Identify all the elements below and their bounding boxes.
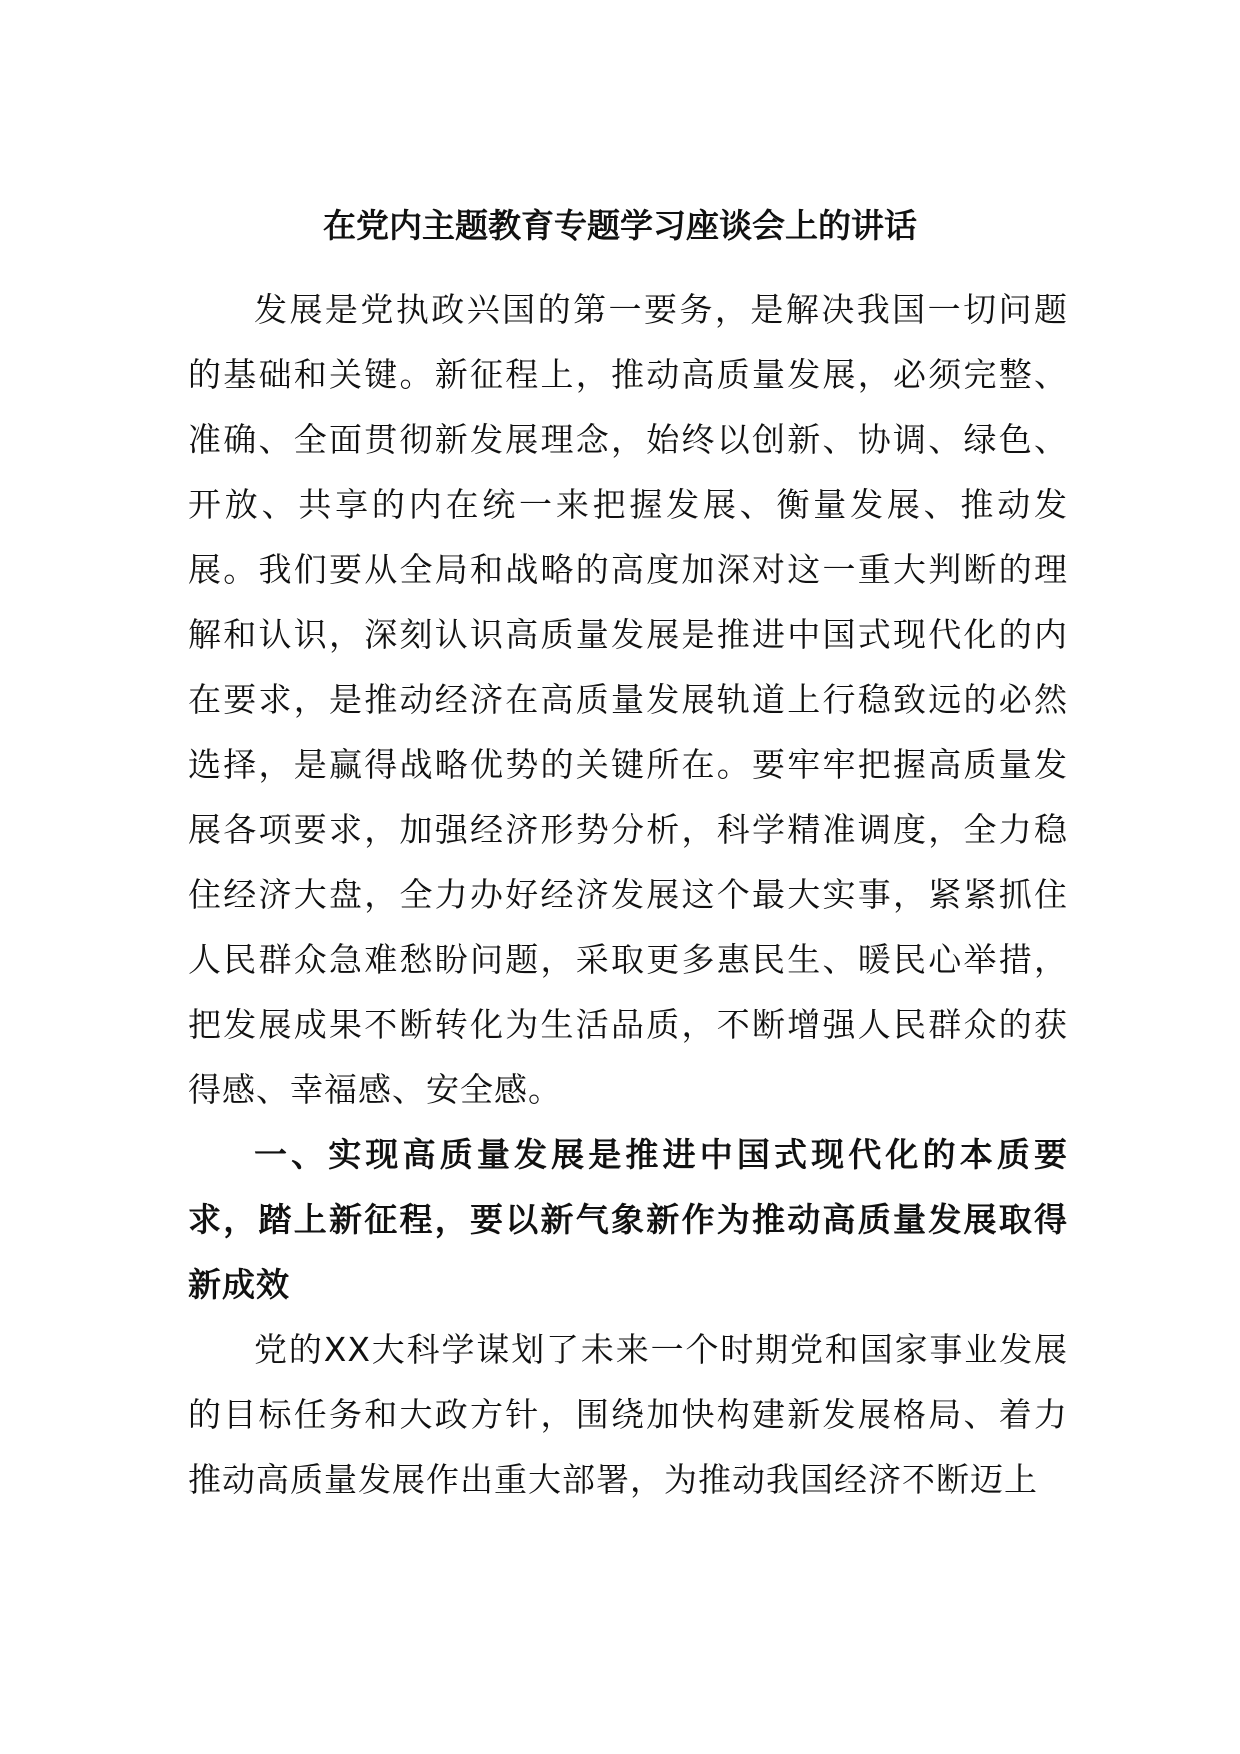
document-body (188, 277, 1068, 1512)
paragraph-intro: 发展是党执政兴国的第一要务，是解决我国一切问题的基础和关键。新征程上，推动高质量发展，必须完整、准确、全面贯彻新发展理念，始终以创新、协调、绿色、开放、共享的内在统一来把握发展、衡量发展、推动发展。我们要从全局和战略的高度加深对这一重大判断的理解和认识，深刻认识高质量发展是推进中国式现代化的内在要求，是推动经济在高质量发展轨道上行稳致远的必然选择，是赢得战略优势的关键所在。要牢牢把握高质量发展各项要求，加强经济形势分析，科学精准调度，全力稳住经济大盘，全力办好经济发展这个最大实事，紧紧抓住人民群众急难愁盼问题，采取更多惠民生、暖民心举措，把发展成果不断转化为生活品质，不断增强人民群众的获得感、幸福感、安全感。 (188, 290, 1068, 1109)
paragraph-section-1: 党的XX大科学谋划了未来一个时期党和国家事业发展的目标任务和大政方针，围绕加快构建新发展格局、着力推动高质量发展作出重大部署，为推动我国经济不断迈上 (188, 1330, 1068, 1499)
document-title: 在党内主题教育专题学习座谈会上的讲话 (323, 206, 917, 245)
section-heading-1: 一、实现高质量发展是推进中国式现代化的本质要求，踏上新征程，要以新气象新作为推动高质量发展取得新成效 (188, 1135, 1068, 1304)
